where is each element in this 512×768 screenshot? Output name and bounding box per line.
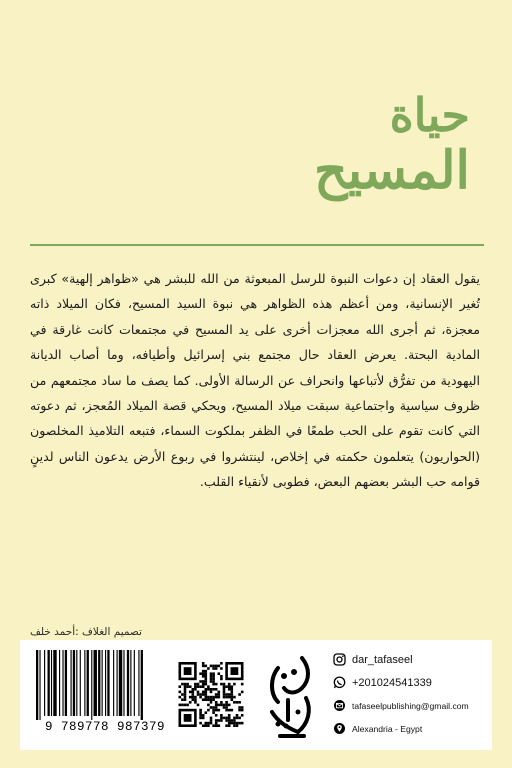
barcode-bar [102, 650, 103, 716]
qr-module [179, 691, 182, 694]
qr-module [225, 719, 228, 722]
qr-module [202, 672, 205, 675]
title-divider [30, 244, 484, 246]
qr-module [225, 701, 228, 704]
qr-module [192, 693, 195, 696]
qr-module [212, 675, 215, 678]
barcode-bar [51, 650, 52, 716]
qr-module [210, 719, 213, 722]
qr-module [212, 698, 215, 701]
qr-module [231, 685, 234, 688]
qr-module [202, 662, 205, 665]
qr-module [210, 672, 213, 675]
qr-module [205, 691, 208, 694]
qr-module [231, 709, 234, 712]
barcode-bar [62, 650, 63, 716]
qr-module [192, 696, 195, 699]
qr-module [225, 704, 228, 707]
whatsapp-icon [332, 676, 346, 690]
qr-module [212, 680, 215, 683]
qr-module [228, 688, 231, 691]
qr-module [218, 724, 221, 727]
qr-module [194, 701, 197, 704]
barcode-bar [53, 650, 56, 716]
qr-module [179, 696, 182, 699]
barcode-bar [105, 650, 106, 716]
qr-module [202, 693, 205, 696]
qr-module [220, 675, 223, 678]
qr-module [207, 704, 210, 707]
qr-module [207, 688, 210, 691]
qr-module [205, 698, 208, 701]
qr-module [233, 717, 236, 720]
qr-module [228, 683, 231, 686]
qr-module [220, 678, 223, 681]
isbn-barcode [30, 648, 180, 740]
qr-module [210, 696, 213, 699]
qr-module [231, 698, 234, 701]
qr-module [184, 693, 187, 696]
qr-module [220, 667, 223, 670]
qr-module [233, 696, 236, 699]
qr-module [212, 678, 215, 681]
qr-module [215, 693, 218, 696]
qr-module [197, 691, 200, 694]
qr-module [197, 683, 200, 686]
qr-module [189, 696, 192, 699]
qr-module [231, 688, 234, 691]
qr-module [225, 693, 228, 696]
publisher-footer [20, 640, 492, 750]
barcode-bar [127, 650, 129, 716]
qr-module [205, 680, 208, 683]
qr-module [184, 696, 187, 699]
barcode-bar [80, 650, 81, 716]
qr-module [215, 667, 218, 670]
qr-module [233, 683, 236, 686]
qr-module [228, 693, 231, 696]
qr-module [181, 693, 184, 696]
qr-module [212, 665, 215, 668]
qr-module [231, 691, 234, 694]
qr-module [218, 709, 221, 712]
qr-module [228, 685, 231, 688]
qr-module [212, 696, 215, 699]
qr-module [212, 667, 215, 670]
qr-module [215, 714, 218, 717]
qr-module [199, 680, 202, 683]
qr-module [238, 706, 241, 709]
qr-module [212, 672, 215, 675]
qr-module [218, 696, 221, 699]
qr-module [238, 717, 241, 720]
qr-module [199, 685, 202, 688]
barcode-bar [119, 650, 122, 716]
qr-module [228, 724, 231, 727]
qr-module [236, 701, 239, 704]
qr-module [199, 714, 202, 717]
barcode-bar [130, 650, 131, 716]
qr-module [184, 683, 187, 686]
qr-module [189, 701, 192, 704]
barcode-bar [98, 650, 100, 716]
email-icon [332, 699, 346, 713]
qr-module [199, 672, 202, 675]
qr-module [210, 680, 213, 683]
qr-module [228, 704, 231, 707]
qr-module [207, 698, 210, 701]
qr-module [205, 711, 208, 714]
qr-module [228, 722, 231, 725]
qr-module [192, 698, 195, 701]
qr-module [181, 698, 184, 701]
barcode-bar [107, 650, 109, 716]
qr-module [205, 693, 208, 696]
qr-module [236, 724, 239, 727]
qr-module [194, 683, 197, 686]
qr-module [238, 693, 241, 696]
qr-module [223, 688, 226, 691]
qr-module [223, 691, 226, 694]
location-text: Alexandria - Egypt [352, 723, 423, 734]
qr-module [215, 696, 218, 699]
barcode-bar [87, 650, 89, 716]
qr-module [205, 670, 208, 673]
barcode-bar [141, 650, 143, 720]
publisher-contacts [332, 648, 492, 740]
qr-module [228, 714, 231, 717]
qr-module [202, 670, 205, 673]
qr-module [218, 719, 221, 722]
qr-module [220, 714, 223, 717]
qr-module [225, 717, 228, 720]
qr-module [202, 680, 205, 683]
qr-module [205, 724, 208, 727]
qr-module [225, 709, 228, 712]
qr-module [241, 683, 244, 686]
qr-module [215, 665, 218, 668]
qr-module [207, 709, 210, 712]
qr-module [231, 722, 234, 725]
qr-module [184, 698, 187, 701]
qr-module [210, 701, 213, 704]
qr-module [225, 696, 228, 699]
barcode-bar [138, 650, 139, 716]
qr-module [231, 719, 234, 722]
qr-module [220, 719, 223, 722]
qr-module [236, 722, 239, 725]
qr-module [223, 704, 226, 707]
qr-module [186, 685, 189, 688]
qr-module [212, 688, 215, 691]
qr-module [233, 719, 236, 722]
qr-module [218, 665, 221, 668]
qr-module [207, 667, 210, 670]
qr-module [218, 693, 221, 696]
qr-module [215, 722, 218, 725]
qr-module [228, 696, 231, 699]
qr-finder [184, 714, 192, 722]
qr-module [184, 704, 187, 707]
book-title [170, 88, 470, 200]
qr-module [210, 698, 213, 701]
qr-module [223, 696, 226, 699]
qr-module [228, 719, 231, 722]
qr-module [184, 688, 187, 691]
qr-module [202, 675, 205, 678]
qr-module [215, 706, 218, 709]
qr-module [212, 711, 215, 714]
qr-module [210, 665, 213, 668]
qr-module [186, 683, 189, 686]
barcode-bar [91, 650, 92, 720]
barcode-bar [73, 650, 75, 716]
barcode-bar [59, 650, 60, 716]
qr-module [207, 724, 210, 727]
qr-module [210, 717, 213, 720]
qr-module [210, 722, 213, 725]
qr-module [202, 685, 205, 688]
qr-module [223, 706, 226, 709]
qr-module [215, 709, 218, 712]
qr-module [197, 704, 200, 707]
qr-module [202, 665, 205, 668]
qr-module [225, 706, 228, 709]
qr-module [205, 672, 208, 675]
qr-module [179, 704, 182, 707]
qr-module [192, 691, 195, 694]
qr-module [210, 675, 213, 678]
qr-module [241, 714, 244, 717]
qr-module [215, 701, 218, 704]
title-line-2: المسيح [314, 140, 470, 201]
qr-module [202, 724, 205, 727]
barcode-bar [65, 650, 67, 716]
qr-module [236, 714, 239, 717]
qr-module [223, 693, 226, 696]
barcode-bar [134, 650, 135, 716]
qr-module [220, 683, 223, 686]
qr-module [205, 696, 208, 699]
qr-module [215, 683, 218, 686]
qr-module [199, 696, 202, 699]
qr-module [189, 691, 192, 694]
qr-module [202, 714, 205, 717]
qr-module [205, 665, 208, 668]
qr-module [225, 685, 228, 688]
qr-module [199, 693, 202, 696]
qr-module [215, 719, 218, 722]
contact-location [332, 717, 492, 740]
qr-module [199, 722, 202, 725]
qr-module [184, 691, 187, 694]
qr-module [205, 678, 208, 681]
qr-module [238, 722, 241, 725]
qr-module [233, 722, 236, 725]
barcode-bar [36, 650, 38, 720]
barcode-bar [39, 650, 40, 720]
qr-module [212, 709, 215, 712]
qr-module [228, 709, 231, 712]
barcode-bar [71, 650, 72, 716]
cover-designer-credit: تصميم الغلاف :أحمد خلف [30, 626, 142, 638]
barcode-bar [123, 650, 124, 716]
barcode-bar [117, 650, 118, 716]
instagram-icon [332, 653, 346, 667]
qr-module [210, 691, 213, 694]
qr-module [197, 685, 200, 688]
contact-instagram [332, 648, 492, 671]
qr-finder [184, 667, 192, 675]
qr-module [231, 696, 234, 699]
contact-whatsapp [332, 671, 492, 694]
qr-module [186, 704, 189, 707]
qr-module [194, 696, 197, 699]
qr-module [218, 691, 221, 694]
qr-module [220, 704, 223, 707]
qr-module [220, 701, 223, 704]
qr-module [210, 706, 213, 709]
qr-module [189, 685, 192, 688]
qr-module [202, 683, 205, 686]
qr-module [202, 691, 205, 694]
qr-module [233, 724, 236, 727]
qr-module [218, 672, 221, 675]
qr-module [225, 724, 228, 727]
barcode-bar [84, 650, 85, 716]
qr-code [178, 652, 244, 738]
qr-module [218, 704, 221, 707]
synopsis-text: يقول العقاد إن دعوات النبوة للرسل المبعوثة من الله للبشر هي «ظواهر إلهية» كبرى تُغير الإنسانية، ومن أعظم هذه الظواهر هي نبوة السيد المسيح، فكان الميلاد ذاته معجزة، ثم أجرى الله معجزات أخرى على يد المسيح في مجتمعات كانت غارقة في المادية البحتة. يعرض العقاد حال مجتمع بني إسرائيل وأطيافه، وما أصاب الديانة اليهودية من تفرُّق لأتباعها وانحراف عن الرسالة الأولى. كما يصف ما ساد مجتمعهم من ظروف سياسية واجتماعية سبقت ميلاد المسيح، ويحكي قصة الميلاد المُعجز، ثم دعوته التي كانت تقوم على الحب طمعًا في الظفر بملكوت السماء، فتبعه التلاميذ المخلصون (الحواريون) يتعلمون حكمته في إخلاص، لينتشروا في ربوع الأرض يدعون الناس لدينٍ قوامه حب البشر بعضهم البعض، فطوبى لأنقياء القلب. [30, 271, 480, 490]
qr-module [210, 688, 213, 691]
barcode-bar [76, 650, 77, 716]
qr-module [207, 685, 210, 688]
qr-module [194, 688, 197, 691]
qr-module [212, 683, 215, 686]
qr-module [238, 701, 241, 704]
instagram-handle[interactable]: dar_tafaseel [352, 653, 413, 666]
qr-module [220, 717, 223, 720]
qr-module [215, 688, 218, 691]
qr-module [184, 685, 187, 688]
qr-module [241, 709, 244, 712]
qr-module [223, 717, 226, 720]
qr-module [194, 698, 197, 701]
qr-module [194, 685, 197, 688]
qr-module [205, 675, 208, 678]
qr-module [205, 683, 208, 686]
email-address[interactable]: tafaseelpublishing@gmail.com [352, 700, 469, 711]
qr-module [215, 724, 218, 727]
qr-module [241, 722, 244, 725]
qr-module [207, 722, 210, 725]
qr-module [220, 662, 223, 665]
location-icon [332, 722, 346, 736]
qr-module [181, 683, 184, 686]
qr-module [223, 685, 226, 688]
qr-module [210, 678, 213, 681]
qr-module [212, 724, 215, 727]
barcode-bar [94, 650, 97, 716]
qr-module [241, 691, 244, 694]
qr-module [215, 704, 218, 707]
qr-module [212, 706, 215, 709]
barcode-bar [48, 650, 50, 716]
qr-module [238, 709, 241, 712]
qr-module [202, 698, 205, 701]
qr-module [241, 706, 244, 709]
qr-module [223, 683, 226, 686]
title-line-1: حياة [389, 88, 470, 142]
isbn-number: 9 789778 987379 [44, 720, 166, 734]
publisher-logo [258, 650, 320, 742]
qr-module [228, 717, 231, 720]
qr-module [199, 711, 202, 714]
barcode-bar [113, 650, 114, 716]
qr-module [199, 709, 202, 712]
whatsapp-number[interactable]: +201024541339 [352, 676, 432, 689]
qr-module [192, 688, 195, 691]
qr-module [205, 722, 208, 725]
barcode-bar [44, 650, 45, 716]
qr-module [202, 717, 205, 720]
qr-finder [231, 667, 239, 675]
barcode [30, 648, 180, 720]
qr-module [205, 688, 208, 691]
qr-module [207, 696, 210, 699]
contact-email [332, 694, 492, 717]
qr-module [179, 685, 182, 688]
qr-module [181, 704, 184, 707]
qr-module [236, 717, 239, 720]
qr-module [199, 717, 202, 720]
qr-module [197, 693, 200, 696]
qr-module [233, 701, 236, 704]
qr-module [231, 693, 234, 696]
